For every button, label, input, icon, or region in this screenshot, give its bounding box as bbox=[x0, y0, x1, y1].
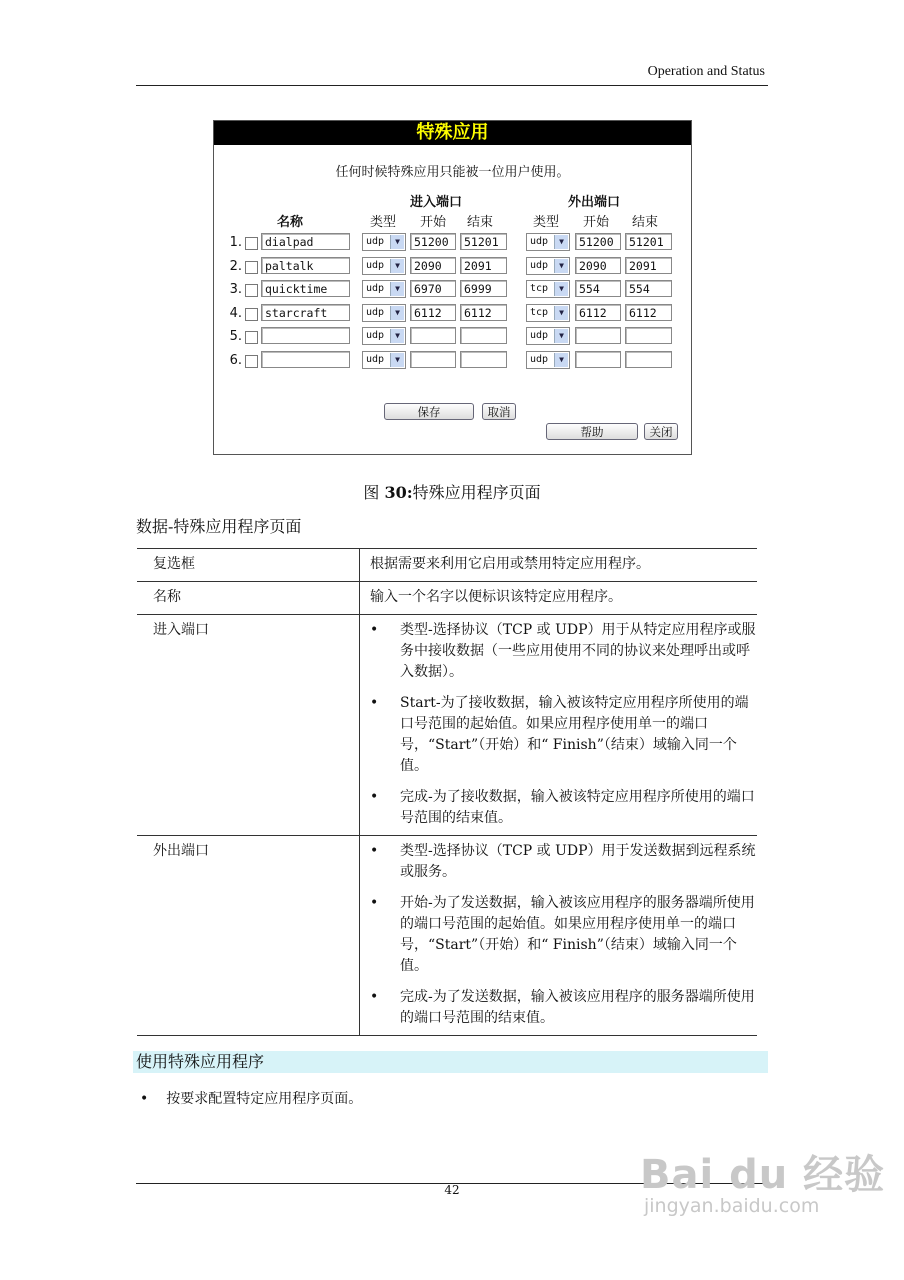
in-type-select[interactable]: udp ▼ bbox=[362, 351, 406, 369]
chevron-down-icon: ▼ bbox=[554, 329, 568, 343]
cancel-button[interactable]: 取消 bbox=[482, 403, 516, 420]
special-apps-screenshot bbox=[213, 120, 692, 455]
chevron-down-icon: ▼ bbox=[390, 306, 404, 320]
col-name: 名称 bbox=[277, 215, 304, 230]
col-out-start: 开始 bbox=[583, 215, 610, 230]
out-type-select[interactable]: udp ▼ bbox=[526, 327, 570, 345]
list-item: • 类型-选择协议（TCP 或 UDP）用于从特定应用程序或服务中接收数据（一些应用使用不同的协议来处理呼出或呼入数据）。 bbox=[370, 622, 756, 680]
running-header: Operation and Status bbox=[647, 64, 765, 79]
out-end-input[interactable]: 6112 bbox=[625, 304, 672, 321]
in-type-select[interactable]: udp ▼ bbox=[362, 233, 406, 251]
in-start-input[interactable]: 2090 bbox=[410, 257, 456, 274]
table-row bbox=[228, 280, 678, 300]
chevron-down-icon: ▼ bbox=[554, 282, 568, 296]
row-number: 3. bbox=[229, 282, 242, 297]
app-name-input[interactable]: starcraft bbox=[261, 304, 350, 321]
figure-caption: 图 30:特殊应用程序页面 bbox=[363, 483, 541, 502]
chevron-down-icon: ▼ bbox=[390, 235, 404, 249]
col-in-start: 开始 bbox=[420, 215, 447, 230]
out-start-input[interactable]: 2090 bbox=[575, 257, 621, 274]
list-item: • Start-为了接收数据，输入被该特定应用程序所使用的端口号范围的起始值。如果应用程序使用单一的端口号，“Start”（开始）和“ Finish”（结束）域输入同一个值。 bbox=[370, 695, 749, 774]
col-in-end: 结束 bbox=[467, 215, 494, 230]
in-end-input[interactable] bbox=[460, 351, 507, 368]
out-start-input[interactable] bbox=[575, 351, 621, 368]
app-name-input[interactable]: dialpad bbox=[261, 233, 350, 250]
in-type-select[interactable]: udp ▼ bbox=[362, 257, 406, 275]
col-in-type: 类型 bbox=[370, 215, 397, 230]
table-row bbox=[137, 549, 757, 582]
in-end-input[interactable]: 2091 bbox=[460, 257, 507, 274]
table-row bbox=[228, 304, 678, 324]
table-row bbox=[137, 836, 757, 1036]
in-start-input[interactable]: 6970 bbox=[410, 280, 456, 297]
app-name-input[interactable] bbox=[261, 351, 350, 368]
help-button[interactable]: 帮助 bbox=[546, 423, 638, 440]
save-button[interactable]: 保存 bbox=[384, 403, 474, 420]
out-type-select[interactable]: udp ▼ bbox=[526, 257, 570, 275]
row-number: 4. bbox=[229, 305, 242, 321]
in-start-input[interactable] bbox=[410, 327, 456, 344]
chevron-down-icon: ▼ bbox=[390, 353, 404, 367]
out-start-input[interactable] bbox=[575, 327, 621, 344]
table-row bbox=[228, 351, 678, 371]
out-start-input[interactable]: 554 bbox=[575, 280, 621, 297]
section-heading: 数据-特殊应用程序页面 bbox=[136, 517, 302, 536]
out-end-input[interactable] bbox=[625, 327, 672, 344]
close-button[interactable]: 关闭 bbox=[644, 423, 678, 440]
table-value: 根据需要来利用它启用或禁用特定应用程序。 bbox=[360, 549, 758, 582]
table-row bbox=[137, 582, 757, 615]
baidu-watermark: Bai du 经验 jingyan.baidu.com bbox=[640, 1152, 886, 1217]
list-item: • 开始-为了发送数据，输入被该应用程序的服务器端所使用的端口号范围的起始值。如果应用程序使用单一的端口号，“Start”（开始）和“ Finish”（结束）域输入同一个值。 bbox=[370, 895, 755, 974]
in-start-input[interactable]: 51200 bbox=[410, 233, 456, 250]
in-end-input[interactable] bbox=[460, 327, 507, 344]
enable-checkbox[interactable] bbox=[245, 261, 258, 274]
chevron-down-icon: ▼ bbox=[390, 259, 404, 273]
in-type-select[interactable]: udp ▼ bbox=[362, 327, 406, 345]
enable-checkbox[interactable] bbox=[245, 237, 258, 250]
app-name-input[interactable]: paltalk bbox=[261, 257, 350, 274]
table-key: 复选框 bbox=[137, 549, 360, 582]
out-end-input[interactable]: 2091 bbox=[625, 257, 672, 274]
in-end-input[interactable]: 6999 bbox=[460, 280, 507, 297]
out-start-input[interactable]: 6112 bbox=[575, 304, 621, 321]
list-item: • 完成-为了接收数据，输入被该特定应用程序所使用的端口号范围的结束值。 bbox=[370, 789, 755, 826]
in-type-select[interactable]: udp ▼ bbox=[362, 280, 406, 298]
table-value bbox=[360, 615, 758, 836]
table-value: 输入一个名字以便标识该特定应用程序。 bbox=[360, 582, 758, 615]
row-number: 6. bbox=[229, 352, 242, 368]
out-type-select[interactable]: udp ▼ bbox=[526, 233, 570, 251]
usage-bullet: • 按要求配置特定应用程序页面。 bbox=[140, 1091, 363, 1107]
table-row bbox=[228, 257, 678, 277]
in-end-input[interactable]: 6112 bbox=[460, 304, 507, 321]
out-type-select[interactable]: tcp ▼ bbox=[526, 280, 570, 298]
description-table bbox=[137, 548, 757, 1036]
out-end-input[interactable]: 554 bbox=[625, 280, 672, 297]
in-type-select[interactable]: udp ▼ bbox=[362, 304, 406, 322]
col-out-type: 类型 bbox=[533, 215, 560, 230]
table-key: 名称 bbox=[137, 582, 360, 615]
table-row bbox=[228, 233, 678, 253]
enable-checkbox[interactable] bbox=[245, 308, 258, 321]
row-number: 5. bbox=[229, 329, 242, 344]
list-item: • 完成-为了发送数据，输入被该应用程序的服务器端所使用的端口号范围的结束值。 bbox=[370, 989, 755, 1026]
out-type-select[interactable]: udp ▼ bbox=[526, 351, 570, 369]
in-start-input[interactable] bbox=[410, 351, 456, 368]
row-number: 2. bbox=[229, 258, 242, 274]
out-start-input[interactable]: 51200 bbox=[575, 233, 621, 250]
app-name-input[interactable]: quicktime bbox=[261, 280, 350, 297]
out-type-select[interactable]: tcp ▼ bbox=[526, 304, 570, 322]
out-end-input[interactable]: 51201 bbox=[625, 233, 672, 250]
header-rule bbox=[136, 85, 768, 86]
usage-heading: 使用特殊应用程序 bbox=[133, 1051, 768, 1073]
enable-checkbox[interactable] bbox=[245, 331, 258, 344]
table-row bbox=[228, 327, 678, 347]
table-row bbox=[137, 615, 757, 836]
chevron-down-icon: ▼ bbox=[554, 259, 568, 273]
out-end-input[interactable] bbox=[625, 351, 672, 368]
in-start-input[interactable]: 6112 bbox=[410, 304, 456, 321]
chevron-down-icon: ▼ bbox=[554, 235, 568, 249]
list-item: • 类型-选择协议（TCP 或 UDP）用于发送数据到远程系统或服务。 bbox=[370, 843, 756, 880]
enable-checkbox[interactable] bbox=[245, 284, 258, 297]
screenshot-notice: 任何时候特殊应用只能被一位用户使用。 bbox=[335, 165, 570, 180]
chevron-down-icon: ▼ bbox=[390, 282, 404, 296]
col-out-end: 结束 bbox=[632, 215, 659, 230]
in-end-input[interactable]: 51201 bbox=[460, 233, 507, 250]
table-value bbox=[360, 836, 758, 1036]
table-key: 外出端口 bbox=[137, 836, 360, 1036]
outgoing-group-label: 外出端口 bbox=[568, 195, 621, 210]
page-number: 42 bbox=[444, 1183, 460, 1197]
screenshot-title: 特殊应用 bbox=[214, 121, 691, 145]
enable-checkbox[interactable] bbox=[245, 355, 258, 368]
chevron-down-icon: ▼ bbox=[554, 353, 568, 367]
table-key: 进入端口 bbox=[137, 615, 360, 836]
chevron-down-icon: ▼ bbox=[554, 306, 568, 320]
app-name-input[interactable] bbox=[261, 327, 350, 344]
chevron-down-icon: ▼ bbox=[390, 329, 404, 343]
row-number: 1. bbox=[229, 235, 242, 250]
incoming-group-label: 进入端口 bbox=[410, 195, 463, 210]
